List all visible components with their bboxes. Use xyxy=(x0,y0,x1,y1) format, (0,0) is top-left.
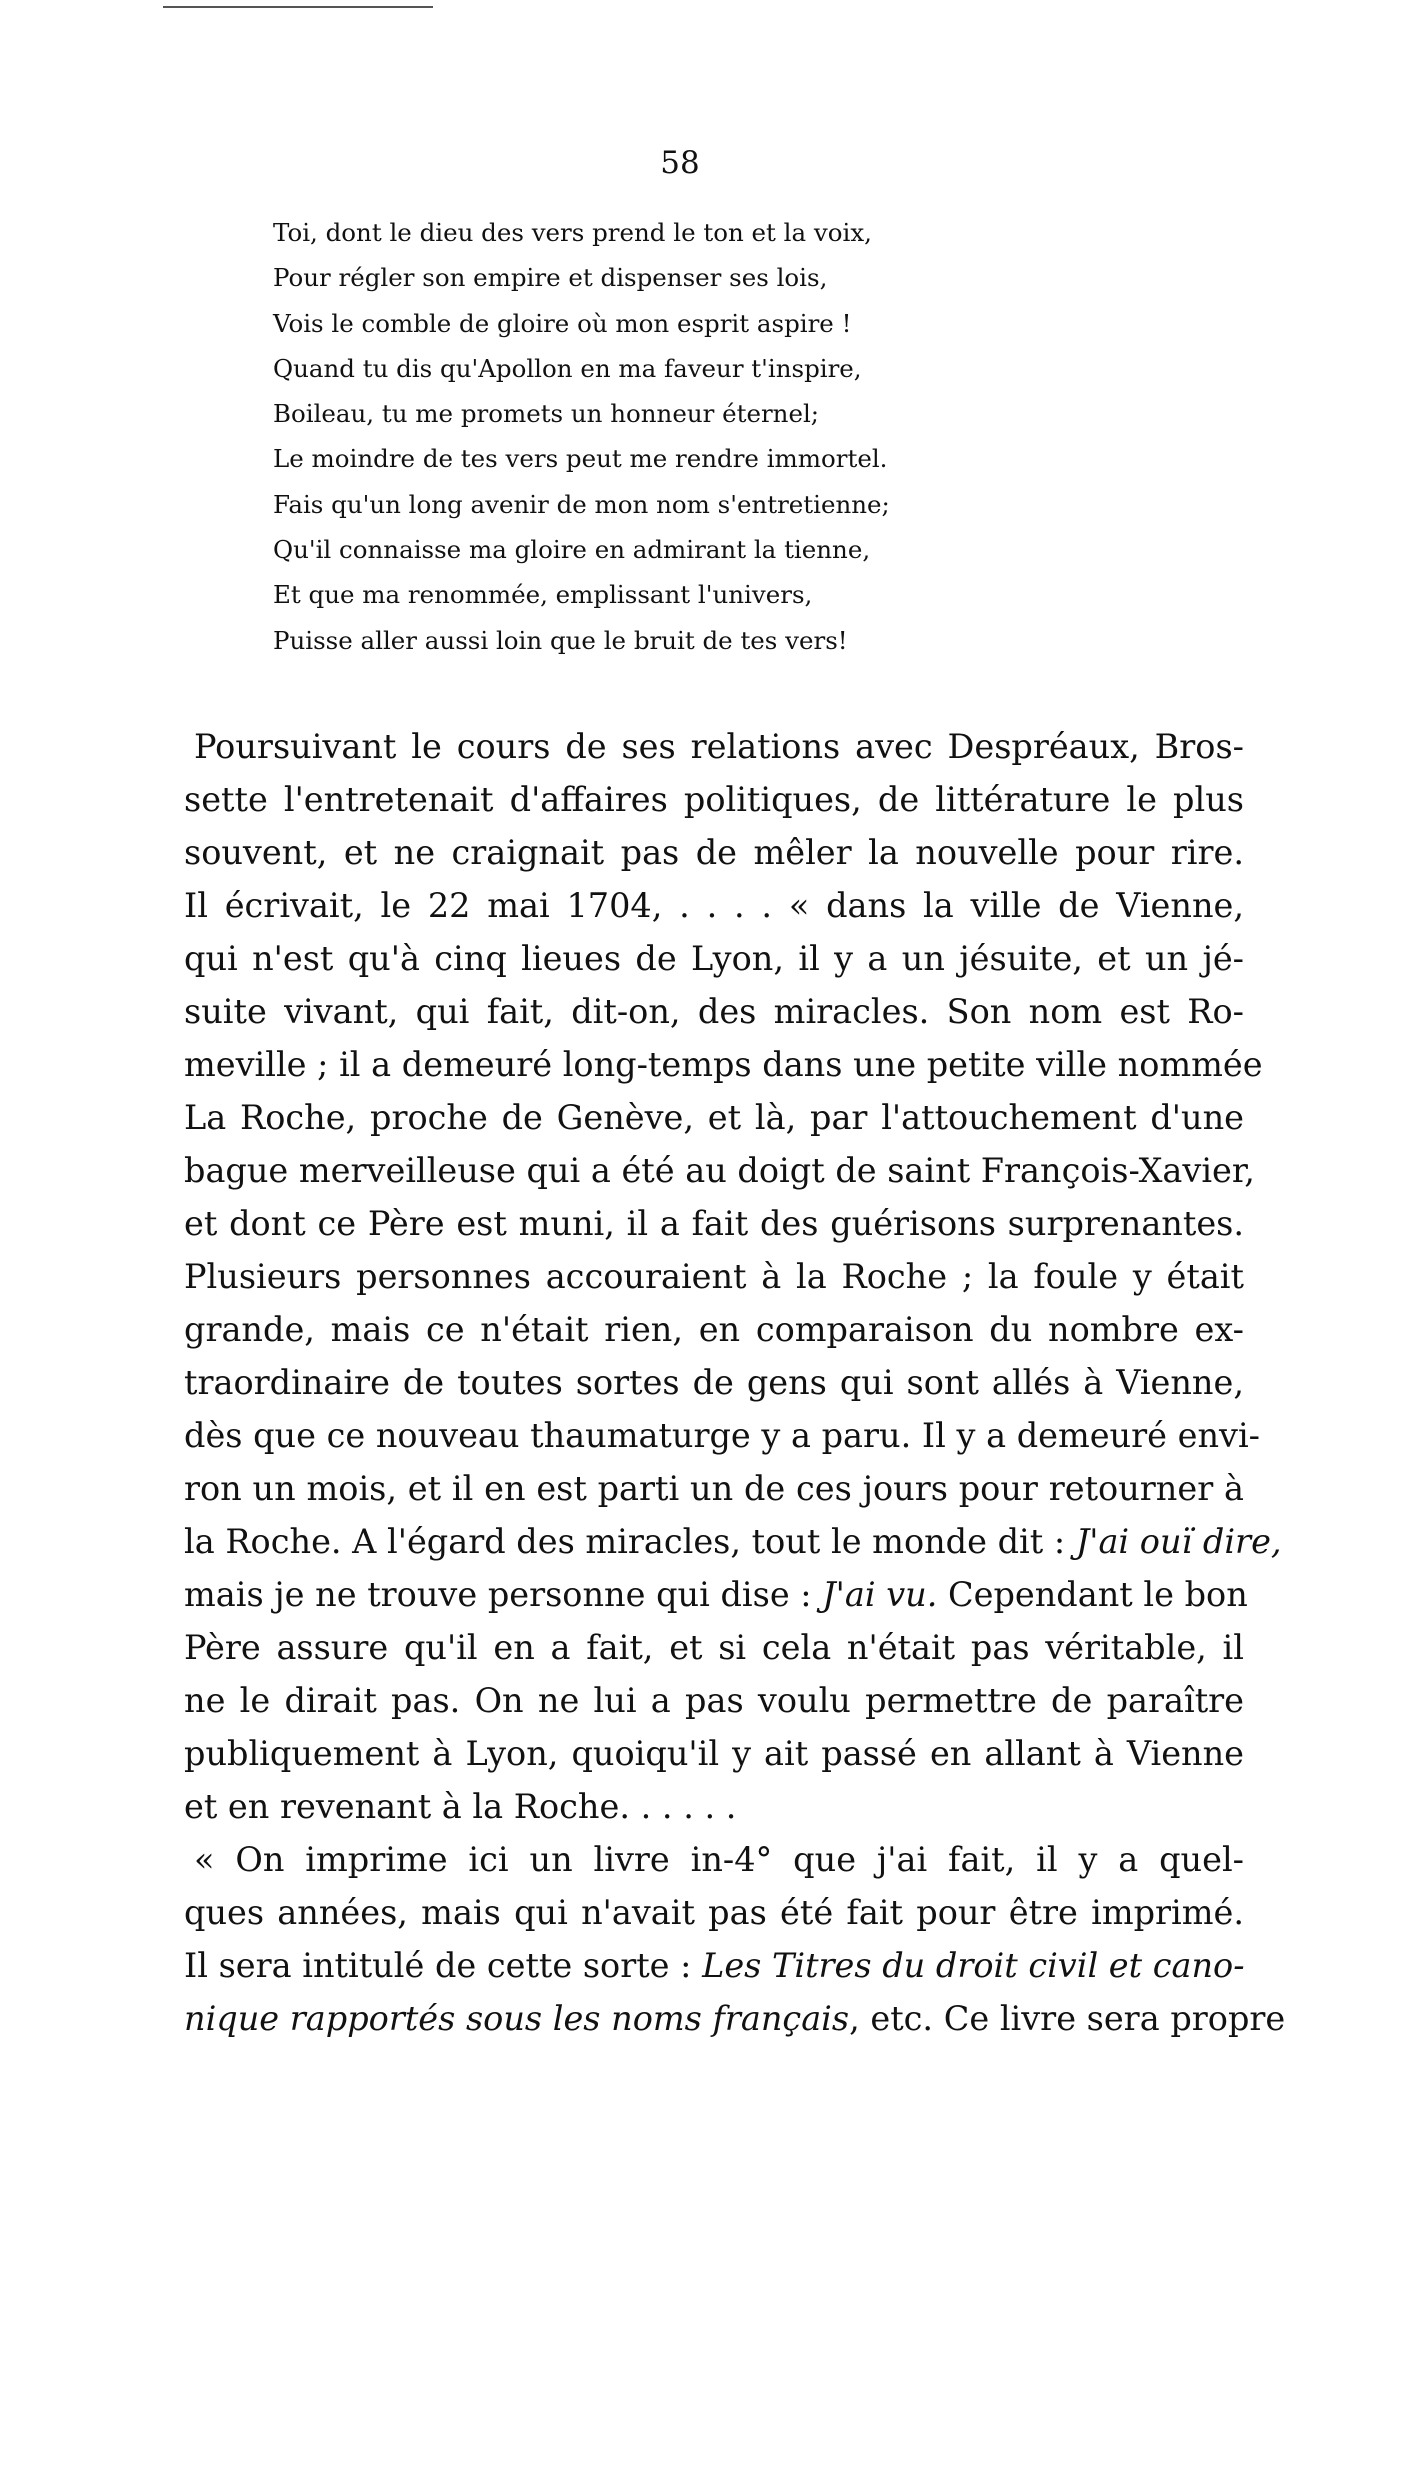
text-line: meville ; il a demeuré long-temps dans une petite ville nommée xyxy=(184,1045,1263,1084)
text-line: La Roche, proche de Genève, et là, par l'attouchement d'une xyxy=(184,1098,1244,1137)
text-line: traordinaire de toutes sortes de gens qui sont allés à Vienne, xyxy=(184,1363,1244,1402)
italic-text: J'ai vu. xyxy=(822,1575,938,1614)
text-span: mais je ne trouve personne qui dise : xyxy=(184,1575,823,1614)
text-line: dès que ce nouveau thaumaturge y a paru. Il y a demeuré envi- xyxy=(184,1416,1260,1455)
text-span: Cependant le bon xyxy=(937,1575,1248,1614)
verse-line: Qu'il connaisse ma gloire en admirant la tienne, xyxy=(273,535,871,565)
text-line: ques années, mais qui n'avait pas été fait pour être imprimé. xyxy=(184,1893,1244,1932)
text-line: grande, mais ce n'était rien, en comparaison du nombre ex- xyxy=(184,1310,1244,1349)
text-line: sette l'entretenait d'affaires politiques, de littérature le plus xyxy=(184,780,1244,819)
verse-line: Fais qu'un long avenir de mon nom s'entretienne; xyxy=(273,489,890,519)
text-line: ron un mois, et il en est parti un de ces jours pour retourner à xyxy=(184,1469,1244,1508)
text-line: publiquement à Lyon, quoiqu'il y ait passé en allant à Vienne xyxy=(184,1734,1244,1773)
text-span: la Roche. A l'égard des miracles, tout le monde dit : xyxy=(184,1522,1076,1561)
text-line xyxy=(184,1939,1244,1992)
verse-line: Boileau, tu me promets un honneur éternel; xyxy=(273,399,820,429)
text-line: Père assure qu'il en a fait, et si cela n'était pas véritable, il xyxy=(184,1628,1244,1667)
verse-line: Quand tu dis qu'Apollon en ma faveur t'inspire, xyxy=(273,353,862,383)
text-line: qui n'est qu'à cinq lieues de Lyon, il y a un jésuite, et un jé- xyxy=(184,939,1244,978)
verse-block xyxy=(273,210,1003,663)
top-rule xyxy=(163,6,433,8)
verse-line: Vois le comble de gloire où mon esprit aspire ! xyxy=(273,308,852,338)
verse-line: Puisse aller aussi loin que le bruit de tes vers! xyxy=(273,625,848,655)
text-line: « On imprime ici un livre in-4° que j'ai fait, il y a quel- xyxy=(194,1840,1244,1879)
italic-text: Les Titres du droit civil et cano- xyxy=(702,1946,1245,1985)
text-line xyxy=(184,1515,1282,1568)
text-line xyxy=(184,1568,1248,1621)
text-line: souvent, et ne craignait pas de mêler la nouvelle pour rire. xyxy=(184,833,1244,872)
body-text xyxy=(184,720,1286,2045)
text-line: et en revenant à la Roche. . . . . . xyxy=(184,1787,737,1826)
text-line: suite vivant, qui fait, dit-on, des miracles. Son nom est Ro- xyxy=(184,992,1244,1031)
text-line: Plusieurs personnes accouraient à la Roche ; la foule y était xyxy=(184,1257,1244,1296)
italic-text: nique rapportés sous les noms français xyxy=(184,1999,850,2038)
text-span: Il sera intitulé de cette sorte : xyxy=(184,1946,703,1985)
text-line: Poursuivant le cours de ses relations avec Despréaux, Bros- xyxy=(194,727,1244,766)
text-line: Il écrivait, le 22 mai 1704, . . . . « dans la ville de Vienne, xyxy=(184,886,1244,925)
text-line xyxy=(184,1992,1286,2045)
italic-text: J'ai ouï dire, xyxy=(1075,1522,1282,1561)
verse-line: Toi, dont le dieu des vers prend le ton et la voix, xyxy=(273,218,872,247)
text-line: bague merveilleuse qui a été au doigt de saint François-Xavier, xyxy=(184,1151,1255,1190)
text-line: ne le dirait pas. On ne lui a pas voulu permettre de paraître xyxy=(184,1681,1244,1720)
page-number: 58 xyxy=(660,145,700,181)
text-line: et dont ce Père est muni, il a fait des guérisons surprenantes. xyxy=(184,1204,1244,1243)
verse-line: Le moindre de tes vers peut me rendre immortel. xyxy=(273,444,888,474)
text-span: , etc. Ce livre sera propre xyxy=(849,1999,1286,2038)
verse-line: Pour régler son empire et dispenser ses lois, xyxy=(273,263,828,293)
verse-line: Et que ma renommée, emplissant l'univers, xyxy=(273,580,813,610)
